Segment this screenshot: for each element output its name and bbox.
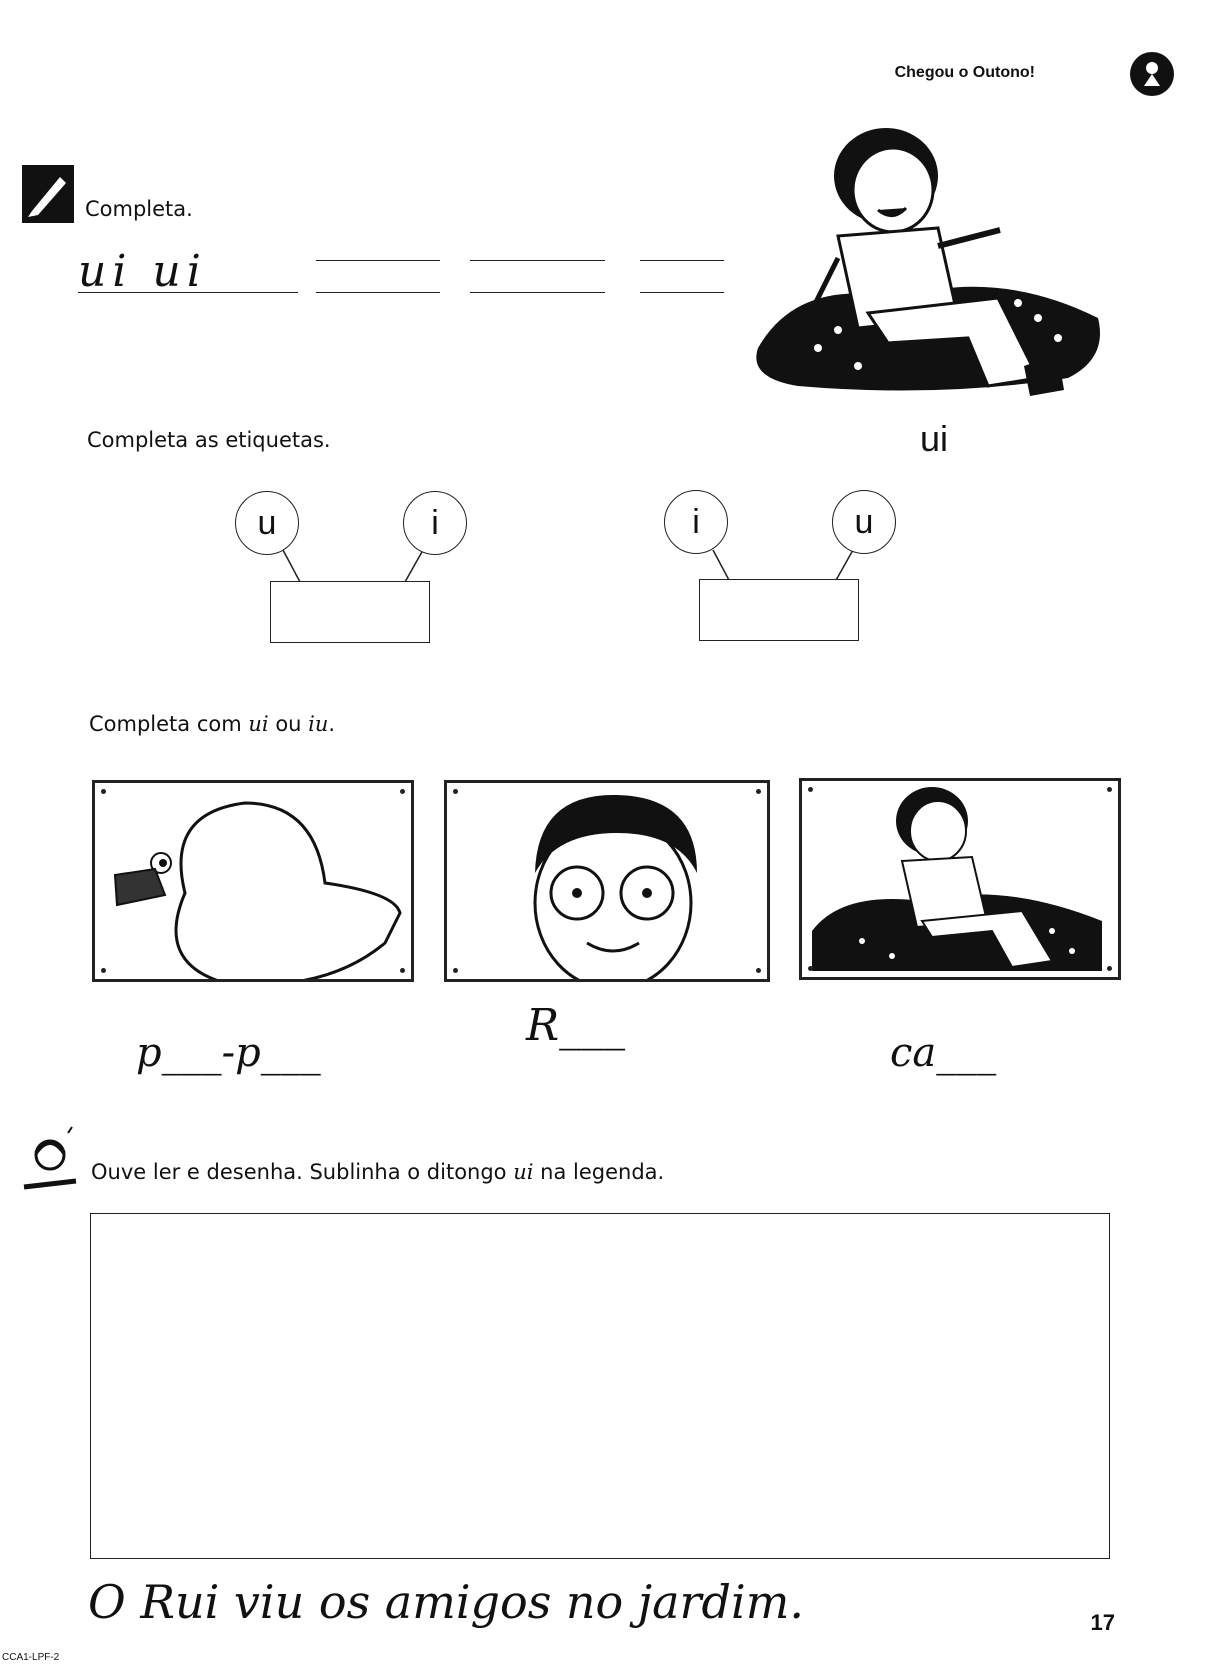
letter-circle: i bbox=[403, 491, 467, 555]
writing-line-top[interactable] bbox=[470, 260, 605, 261]
writing-line-top[interactable] bbox=[640, 260, 724, 261]
section3-instruction: Completa com ui ou iu. bbox=[89, 712, 336, 736]
man-face-icon bbox=[447, 783, 767, 979]
boy-picture-frame bbox=[799, 778, 1121, 980]
word-to-complete[interactable]: p___-p___ bbox=[136, 1030, 321, 1076]
face-picture-frame bbox=[444, 780, 770, 982]
write-pencil-icon bbox=[22, 165, 74, 223]
writing-baseline[interactable] bbox=[470, 292, 605, 293]
writing-baseline[interactable] bbox=[78, 292, 298, 293]
boy-sitting-icon bbox=[802, 781, 1118, 977]
duck-picture-frame bbox=[92, 780, 414, 982]
writing-baseline[interactable] bbox=[640, 292, 724, 293]
option-iu: iu bbox=[308, 712, 329, 736]
duck-icon bbox=[95, 783, 411, 979]
autumn-emblem-icon bbox=[1130, 52, 1174, 96]
writing-baseline[interactable] bbox=[316, 292, 440, 293]
letter-circle: u bbox=[235, 491, 299, 555]
caption-sentence: O Rui viu os amigos no jardim. bbox=[88, 1575, 804, 1629]
writing-line-top[interactable] bbox=[316, 260, 440, 261]
boy-caption: ui bbox=[920, 418, 949, 459]
document-code: CCA1-LPF-2 bbox=[2, 1652, 60, 1663]
answer-label-box[interactable] bbox=[270, 581, 430, 643]
section1-instruction: Completa. bbox=[85, 197, 193, 221]
letter-circle: i bbox=[664, 490, 728, 554]
listen-child-icon bbox=[22, 1125, 74, 1193]
section2-instruction: Completa as etiquetas. bbox=[87, 428, 331, 452]
letter-circle: u bbox=[832, 490, 896, 554]
boy-sitting-illustration bbox=[738, 118, 1120, 424]
drawing-area[interactable] bbox=[90, 1213, 1110, 1559]
word-to-complete[interactable]: ca___ bbox=[890, 1030, 997, 1076]
diphthong-ui: ui bbox=[513, 1160, 534, 1184]
word-to-complete[interactable]: R___ bbox=[526, 1000, 626, 1051]
header-title: Chegou o Outono! bbox=[894, 64, 1035, 81]
section1-model-letters: ui ui bbox=[78, 246, 207, 297]
section4-instruction: Ouve ler e desenha. Sublinha o ditongo ui na legenda. bbox=[91, 1160, 665, 1184]
page-number: 17 bbox=[1090, 1610, 1115, 1635]
option-ui: ui bbox=[248, 712, 269, 736]
answer-label-box[interactable] bbox=[699, 579, 859, 641]
